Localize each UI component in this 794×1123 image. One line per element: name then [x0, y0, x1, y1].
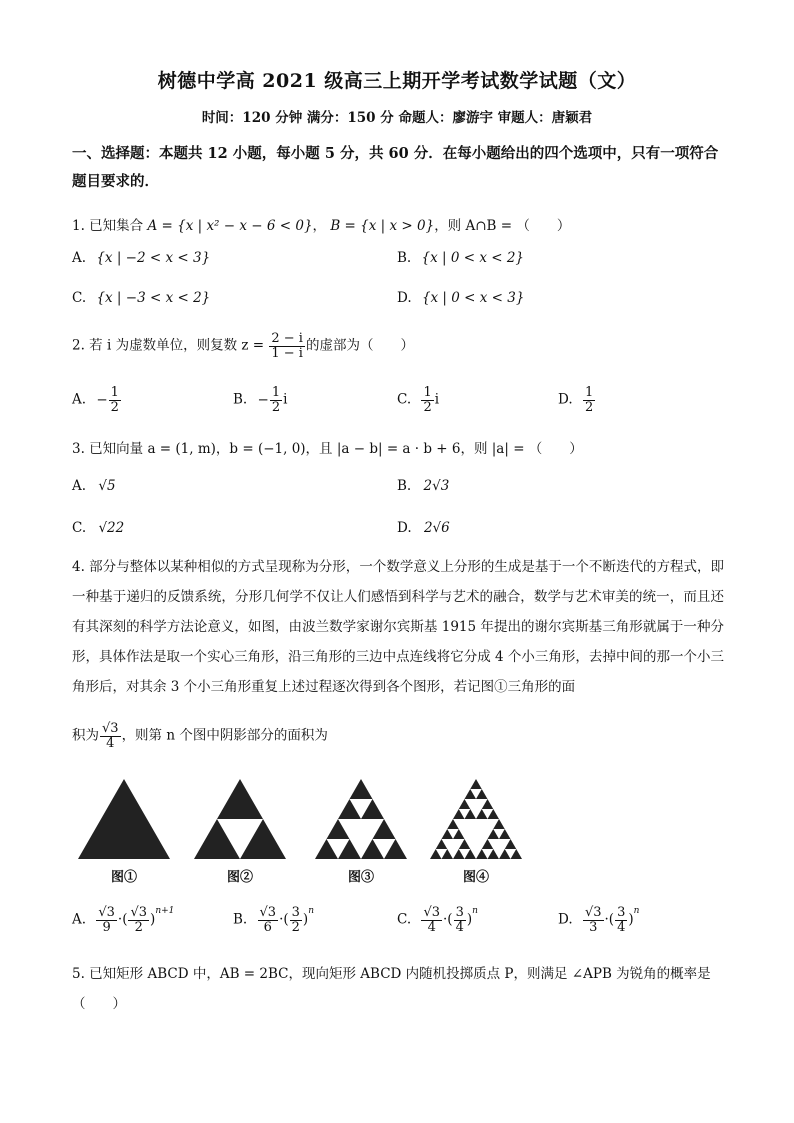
triangle-piece [465, 789, 477, 799]
denominator: 2 [584, 399, 594, 415]
triangle-piece [78, 779, 170, 859]
option-label: B. [397, 250, 412, 266]
triangle-piece [350, 779, 373, 799]
option-value: √5 [98, 478, 116, 494]
triangle-piece [338, 839, 361, 859]
denominator: 4 [617, 919, 626, 935]
ratio-fraction [454, 906, 466, 934]
denominator: 4 [455, 919, 464, 935]
numerator: 2 − i [271, 331, 303, 346]
triangle-piece [436, 839, 448, 849]
option-fraction [421, 386, 433, 414]
q2-option-c [397, 386, 439, 414]
triangle-piece [217, 779, 263, 819]
triangle-piece [505, 839, 517, 849]
denominator: 4 [427, 919, 436, 935]
denominator: 2 [271, 399, 281, 415]
question-5-line-2: （ ） [72, 996, 126, 1012]
numerator: 1 [271, 385, 281, 400]
denominator: 9 [102, 919, 111, 935]
exponent: n [633, 906, 640, 916]
q4-option-c: C. $\frac{√3}{4}$ ·( $\frac{3}{4}$ )$^n$ [397, 905, 478, 935]
figure-caption-3: 图③ [347, 870, 374, 885]
numerator: √3 [259, 905, 277, 920]
option-label: C. [72, 290, 87, 306]
question-4-last-line [72, 722, 328, 750]
option-fraction [270, 386, 282, 414]
q2-option-d [558, 386, 596, 414]
q1-stem-end: ，则 A∩B = （ ） [434, 218, 571, 234]
triangle-piece [476, 809, 488, 819]
triangle-piece [488, 849, 500, 859]
triangle-piece [493, 819, 505, 829]
q4-area-fraction [100, 722, 121, 750]
denominator: 2 [110, 399, 119, 415]
numerator: 3 [455, 905, 464, 920]
exponent: n+1 [155, 906, 175, 916]
option-label: B. [233, 911, 248, 928]
triangle-piece [459, 839, 471, 849]
option-value: {x | 0 < x < 2} [421, 250, 525, 266]
imag-unit: i [434, 391, 440, 408]
triangle-piece [488, 809, 500, 819]
q1-set-a: A = {x | x² − x − 6 < 0} [147, 218, 313, 234]
triangle-piece [453, 849, 465, 859]
option-value: {x | −3 < x < 2} [96, 290, 211, 306]
question-4-paragraph: 4. 部分与整体以某种相似的方式呈现称为分形，一个数学意义上分形的生成是基于一个不断迭代的方程式，即一种基于递归的反馈系统，分形几何学不仅让人们感悟到科学与艺术的融合，数学与艺术审美的统一，而且还有其深刻的科学方法论意义，如图，由波兰数学家谢尔宾斯基 1915 年提出的谢尔宾斯基三角形就属于一种分形，具体作法是取一个实心三角形，沿三角形的三边中点连线将它分成 4 个小三角形，去掉中间的那一个小三角形后，对其余 3 个小三角形重复上述过程逐次得到各个图形，若记图①三角形的面 [72, 559, 724, 695]
option-value: {x | 0 < x < 3} [421, 290, 525, 306]
q4-last-start: 积为 [72, 727, 99, 744]
triangle-piece [470, 779, 482, 789]
q1-option-d [397, 290, 524, 306]
option-label: C. [72, 520, 87, 536]
numerator: √3 [130, 905, 148, 920]
option-label: D. [397, 290, 412, 306]
question-2 [72, 332, 414, 360]
ratio-fraction [128, 906, 149, 934]
q1-option-b [397, 250, 524, 266]
triangle-piece [453, 809, 465, 819]
ratio-fraction [290, 906, 302, 934]
triangle-piece [499, 849, 511, 859]
q3-option-c [72, 520, 124, 536]
triangle-piece [240, 819, 286, 859]
option-value: √22 [98, 520, 125, 536]
question-1 [72, 214, 570, 234]
triangle-piece [430, 849, 442, 859]
ratio-fraction [615, 906, 627, 934]
q3-option-d [397, 520, 450, 536]
option-label: B. [233, 391, 248, 408]
denominator: 2 [134, 919, 143, 935]
q3-option-b [397, 478, 449, 494]
triangle-piece [373, 819, 396, 839]
triangle-piece [442, 829, 454, 839]
triangle-piece [476, 849, 488, 859]
coefficient-fraction [583, 906, 604, 934]
q1-option-c [72, 290, 210, 306]
option-label: D. [397, 520, 412, 536]
triangle-piece [488, 829, 500, 839]
q1-comma: ， [312, 218, 327, 234]
triangle-piece [361, 839, 384, 859]
q1-set-b: B = {x | x > 0} [330, 218, 435, 234]
sierpinski-figure-1 [77, 778, 171, 860]
numerator: √3 [584, 905, 602, 920]
option-value: 2√3 [423, 478, 450, 494]
triangle-piece [499, 829, 511, 839]
q4-option-a: A. $\frac{√3}{9}$ ·( $\frac{√3}{2}$ )$^{n+1}$ [72, 905, 175, 935]
numerator: √3 [98, 905, 115, 920]
option-fraction [109, 386, 121, 414]
figure-caption-4: 图④ [462, 870, 489, 885]
q4-option-b: B. $\frac{√3}{6}$ ·( $\frac{3}{2}$ )$^n$ [233, 905, 314, 935]
q3-option-a [72, 478, 116, 494]
denominator: 1 − i [271, 345, 303, 361]
denominator: 2 [291, 919, 300, 935]
triangle-piece [465, 809, 477, 819]
numerator: √3 [102, 721, 119, 736]
q2-option-b [233, 386, 287, 414]
option-label: D. [558, 391, 573, 408]
triangle-piece [482, 799, 494, 809]
option-value: 2√6 [423, 520, 450, 536]
denominator: 6 [263, 919, 272, 935]
numerator: √3 [423, 905, 440, 920]
numerator: 3 [617, 905, 626, 920]
option-fraction [583, 386, 595, 414]
option-label: C. [397, 911, 412, 928]
q4-last-end: ，则第 n 个图中阴影部分的面积为 [121, 727, 328, 744]
denominator: 3 [589, 919, 598, 935]
denominator: 2 [423, 399, 432, 415]
q4-option-d: D. $\frac{√3}{3}$ ·( $\frac{3}{4}$ )$^n$ [558, 905, 640, 935]
q2-option-a [72, 386, 122, 414]
option-label: B. [397, 478, 412, 494]
option-label: D. [558, 911, 573, 928]
triangle-piece [476, 789, 488, 799]
page-title: 树德中学高 2021 级高三上期开学考试数学试题（文） [157, 70, 637, 92]
triangle-piece [459, 799, 471, 809]
option-value: {x | −2 < x < 3} [96, 250, 211, 266]
option-label: A. [72, 391, 87, 408]
denominator: 4 [106, 735, 115, 751]
triangle-piece [482, 839, 494, 849]
coefficient-fraction [421, 906, 442, 934]
triangle-piece [327, 819, 350, 839]
triangle-piece [315, 839, 338, 859]
triangle-piece [338, 799, 361, 819]
option-label: A. [72, 478, 87, 494]
q1-option-a [72, 250, 210, 266]
figure-caption-1: 图① [110, 870, 137, 885]
exponent: n [308, 906, 314, 916]
triangle-piece [453, 829, 465, 839]
coefficient-fraction [96, 906, 117, 934]
numerator: 3 [291, 905, 300, 920]
exponent: n [472, 906, 478, 916]
numerator: 1 [110, 385, 119, 400]
q2-stem-end: 的虚部为（ ） [305, 337, 414, 354]
option-label: A. [72, 911, 87, 928]
imag-unit: i [283, 391, 288, 408]
option-label: C. [397, 391, 412, 408]
figure-caption-2: 图② [226, 870, 253, 885]
sierpinski-figure-3 [314, 778, 408, 860]
triangle-piece [194, 819, 240, 859]
coefficient-fraction [258, 906, 279, 934]
sign: − [257, 391, 269, 408]
section-heading: 一、选择题：本题共 12 小题，每小题 5 分，共 60 分．在每小题给出的四个选项中，只有一项符合题目要求的． [72, 145, 719, 190]
triangle-piece [511, 849, 523, 859]
option-label: A. [72, 250, 87, 266]
sign: − [96, 391, 108, 408]
triangle-piece [465, 849, 477, 859]
exam-meta: 时间：120 分钟 满分：150 分 命题人：廖游宇 审题人：唐颖君 [201, 110, 593, 126]
question-5-line-1: 5. 已知矩形 ABCD 中，AB = 2BC，现向矩形 ABCD 内随机投掷质点 P，则满足 ∠APB 为锐角的概率是 [72, 966, 711, 982]
q2-stem-start: 2. 若 i 为虚数单位，则复数 z = [72, 337, 265, 354]
triangle-piece [442, 849, 454, 859]
sierpinski-figure-2 [193, 778, 287, 860]
q2-fraction [269, 332, 305, 360]
numerator: 1 [584, 385, 594, 400]
numerator: 1 [423, 385, 432, 400]
question-3: 3. 已知向量 a = (1, m)，b = (−1, 0)，且 |a − b| = a · b + 6，则 |a| = （ ） [72, 441, 583, 457]
triangle-piece [384, 839, 407, 859]
triangle-piece [361, 799, 384, 819]
triangle-piece [447, 819, 459, 829]
q1-stem-start: 1. 已知集合 [72, 218, 144, 234]
sierpinski-figure-4 [429, 778, 523, 860]
